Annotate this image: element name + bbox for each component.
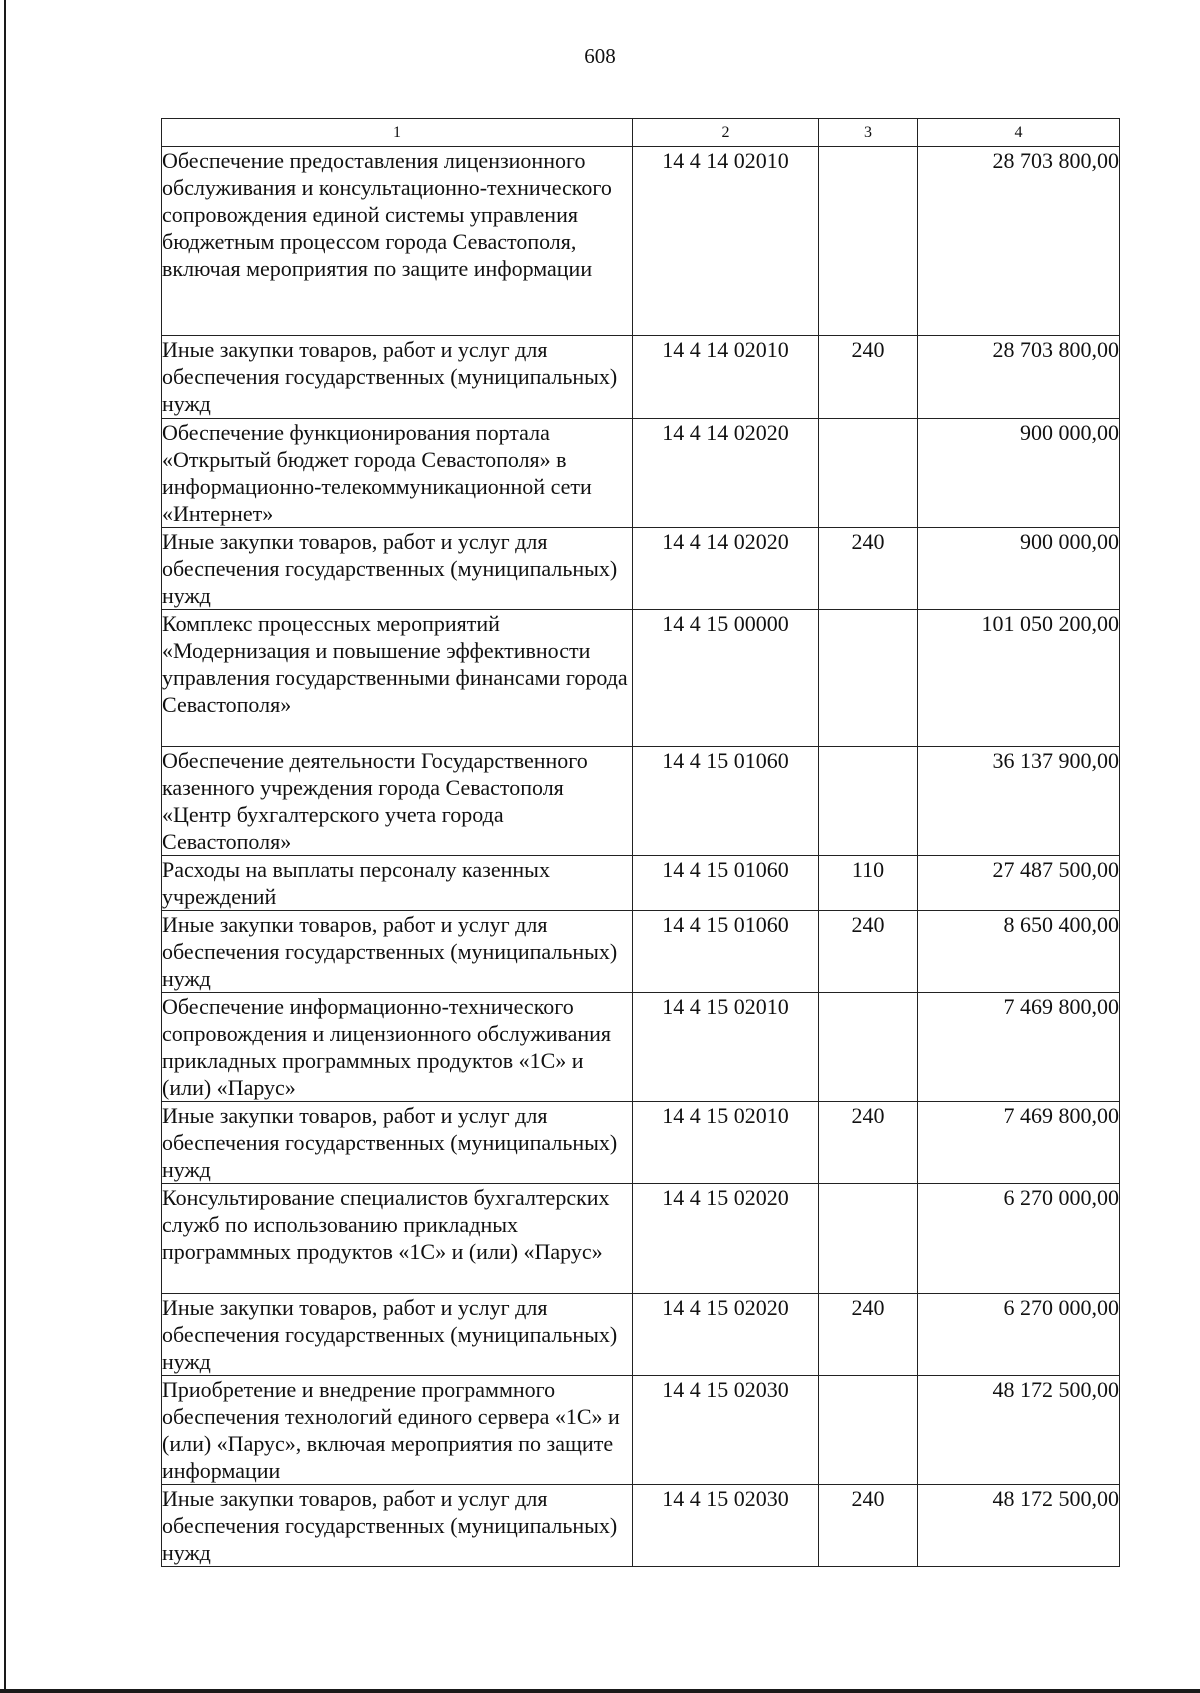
row-name: Иные закупки товаров, работ и услуг для обеспечения государственных (муниципальных) нужд — [162, 336, 633, 419]
table-row — [162, 1376, 1120, 1485]
row-name: Иные закупки товаров, работ и услуг для обеспечения государственных (муниципальных) нужд — [162, 1102, 633, 1184]
table-row — [162, 1102, 1120, 1184]
page-number — [0, 44, 1200, 69]
row-name: Обеспечение информационно-технического сопровождения и лицензионного обслуживания прикладных программных продуктов «1С» и (или) «Парус» — [162, 993, 633, 1102]
table-row — [162, 336, 1120, 419]
row-amount: 7 469 800,00 — [918, 1102, 1120, 1184]
row-code: 14 4 15 01060 — [633, 856, 819, 911]
table-row — [162, 610, 1120, 747]
row-code: 14 4 15 02020 — [633, 1184, 819, 1294]
table-row — [162, 856, 1120, 911]
row-code: 14 4 15 01060 — [633, 747, 819, 856]
table-row — [162, 528, 1120, 610]
row-amount: 36 137 900,00 — [918, 747, 1120, 856]
row-name: Обеспечение функционирования портала «Открытый бюджет города Севастополя» в информационно-телекоммуникационной сети «Интернет» — [162, 419, 633, 528]
row-code: 14 4 15 00000 — [633, 610, 819, 747]
header-col-3: 3 — [819, 119, 918, 147]
row-name: Иные закупки товаров, работ и услуг для обеспечения государственных (муниципальных) нужд — [162, 528, 633, 610]
page-number-text: 608 — [584, 44, 616, 68]
row-amount: 6 270 000,00 — [918, 1294, 1120, 1376]
header-col-1: 1 — [162, 119, 633, 147]
row-name: Расходы на выплаты персоналу казенных учреждений — [162, 856, 633, 911]
table-row — [162, 1294, 1120, 1376]
table-row — [162, 747, 1120, 856]
row-name: Иные закупки товаров, работ и услуг для обеспечения государственных (муниципальных) нужд — [162, 1294, 633, 1376]
row-type: 240 — [819, 1102, 918, 1184]
row-type: 240 — [819, 1485, 918, 1567]
table-row — [162, 993, 1120, 1102]
row-type: 240 — [819, 528, 918, 610]
row-code: 14 4 15 02010 — [633, 1102, 819, 1184]
row-type — [819, 747, 918, 856]
table-header-row — [162, 119, 1120, 147]
row-type — [819, 993, 918, 1102]
header-col-2: 2 — [633, 119, 819, 147]
row-amount: 900 000,00 — [918, 528, 1120, 610]
row-code: 14 4 15 02020 — [633, 1294, 819, 1376]
row-type — [819, 1376, 918, 1485]
row-type — [819, 610, 918, 747]
row-type: 110 — [819, 856, 918, 911]
row-type: 240 — [819, 336, 918, 419]
row-amount: 28 703 800,00 — [918, 336, 1120, 419]
row-amount: 7 469 800,00 — [918, 993, 1120, 1102]
row-name: Комплекс процессных мероприятий «Модернизация и повышение эффективности управления государственными финансами города Севастополя» — [162, 610, 633, 747]
budget-table — [161, 118, 1120, 1567]
row-code: 14 4 15 02030 — [633, 1485, 819, 1567]
row-name: Приобретение и внедрение программного обеспечения технологий единого сервера «1С» и (или) «Парус», включая мероприятия по защите информации — [162, 1376, 633, 1485]
row-code: 14 4 14 02020 — [633, 528, 819, 610]
row-code: 14 4 14 02020 — [633, 419, 819, 528]
row-name: Иные закупки товаров, работ и услуг для обеспечения государственных (муниципальных) нужд — [162, 911, 633, 993]
row-amount: 28 703 800,00 — [918, 147, 1120, 336]
row-name: Обеспечение предоставления лицензионного обслуживания и консультационно-технического сопровождения единой системы управления бюджетным процессом города Севастополя, включая мероприятия по защите информации — [162, 147, 633, 336]
row-code: 14 4 15 02010 — [633, 993, 819, 1102]
row-name: Иные закупки товаров, работ и услуг для обеспечения государственных (муниципальных) нужд — [162, 1485, 633, 1567]
row-amount: 48 172 500,00 — [918, 1376, 1120, 1485]
table-body — [162, 147, 1120, 1567]
row-type: 240 — [819, 1294, 918, 1376]
row-amount: 101 050 200,00 — [918, 610, 1120, 747]
row-name: Обеспечение деятельности Государственного казенного учреждения города Севастополя «Центр бухгалтерского учета города Севастополя» — [162, 747, 633, 856]
row-amount: 27 487 500,00 — [918, 856, 1120, 911]
scan-edge-bottom — [0, 1689, 1200, 1693]
row-amount: 6 270 000,00 — [918, 1184, 1120, 1294]
table-row — [162, 1184, 1120, 1294]
row-type — [819, 1184, 918, 1294]
row-code: 14 4 14 02010 — [633, 336, 819, 419]
row-code: 14 4 15 01060 — [633, 911, 819, 993]
row-type: 240 — [819, 911, 918, 993]
table-row — [162, 911, 1120, 993]
row-type — [819, 147, 918, 336]
scan-edge-left — [4, 0, 6, 1693]
row-code: 14 4 14 02010 — [633, 147, 819, 336]
row-code: 14 4 15 02030 — [633, 1376, 819, 1485]
row-type — [819, 419, 918, 528]
table-row — [162, 1485, 1120, 1567]
row-amount: 48 172 500,00 — [918, 1485, 1120, 1567]
table-row — [162, 147, 1120, 336]
row-name: Консультирование специалистов бухгалтерских служб по использованию прикладных программных продуктов «1С» и (или) «Парус» — [162, 1184, 633, 1294]
table-row — [162, 419, 1120, 528]
row-amount: 8 650 400,00 — [918, 911, 1120, 993]
row-amount: 900 000,00 — [918, 419, 1120, 528]
header-col-4: 4 — [918, 119, 1120, 147]
